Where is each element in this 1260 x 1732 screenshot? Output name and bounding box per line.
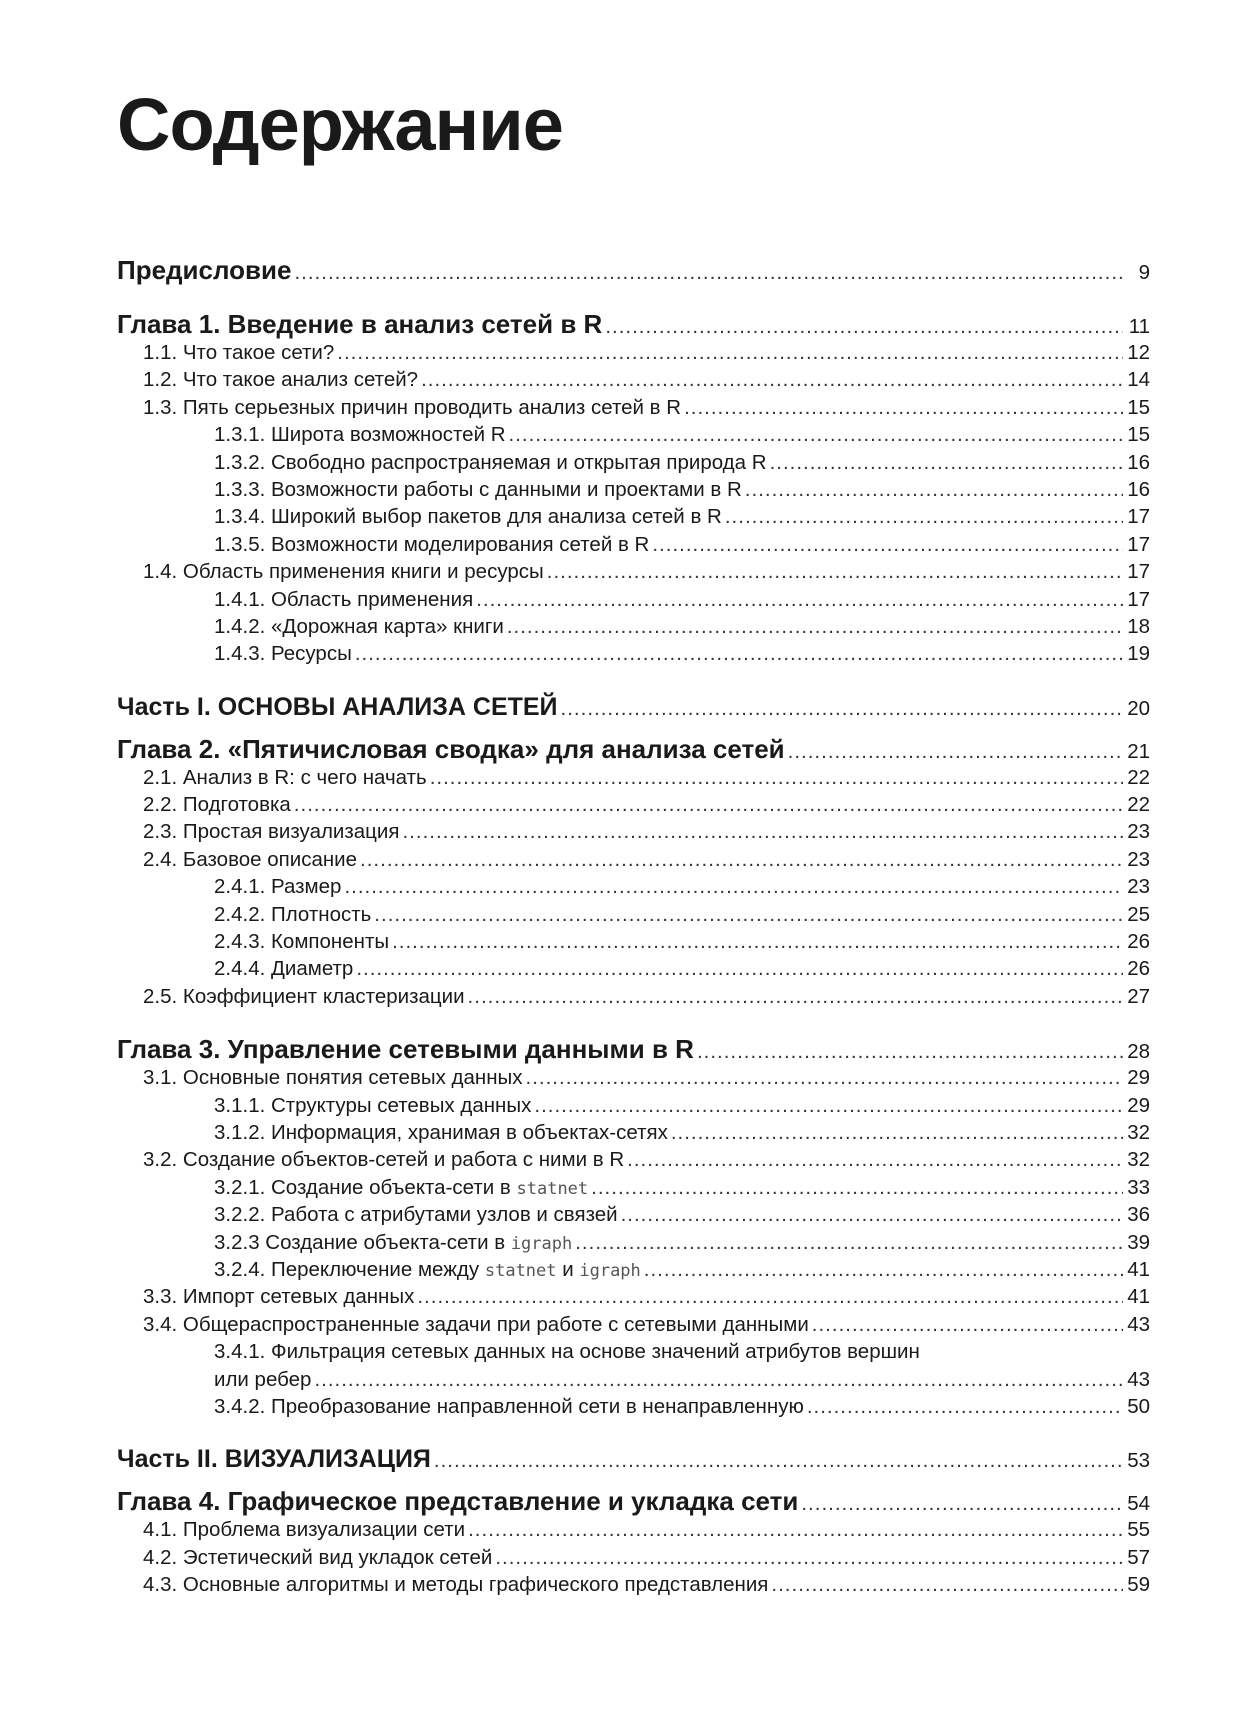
leader-dots [476, 586, 1123, 613]
toc-entry-title: Глава 3. Управление сетевыми данными в R [117, 1034, 694, 1065]
toc-page-number: 15 [1127, 395, 1150, 419]
toc-page-number: 11 [1128, 315, 1150, 338]
toc-entry-title: Глава 1. Введение в анализ сетей в R [117, 309, 603, 339]
leader-dots [770, 449, 1123, 476]
toc-entry-text: 3.2.3 Создание объекта-сети в [214, 1230, 511, 1254]
toc-entry-section[interactable] [117, 558, 1150, 585]
leader-dots [421, 366, 1123, 393]
toc-entry-title: 3.4.1. Фильтрация сетевых данных на основе значений атрибутов вершин [214, 1340, 920, 1364]
leader-dots [561, 694, 1123, 724]
toc-entry-section[interactable] [117, 1283, 1150, 1310]
toc-page-number: 33 [1127, 1175, 1150, 1199]
toc-entry-part[interactable] [117, 692, 1150, 722]
leader-dots [468, 1516, 1123, 1543]
toc-page-number: 23 [1127, 820, 1150, 844]
code-term: igraph [510, 1233, 573, 1254]
toc-entry-section[interactable] [117, 1064, 1150, 1091]
toc-page-number: 15 [1127, 423, 1150, 447]
leader-dots [360, 846, 1123, 873]
toc-entry-section[interactable] [117, 1146, 1150, 1173]
leader-dots [337, 339, 1123, 366]
toc-entry-title: 4.3. Основные алгоритмы и методы графического представления [143, 1573, 769, 1597]
leader-dots [434, 1446, 1123, 1476]
toc-page-number: 20 [1127, 696, 1150, 720]
leader-dots [807, 1393, 1123, 1420]
toc-entry-preface[interactable] [117, 255, 1150, 285]
code-term: statnet [484, 1260, 557, 1281]
toc-entry-title: Глава 2. «Пятичисловая сводка» для анализа сетей [117, 733, 785, 764]
toc-entry-subsection[interactable] [117, 1229, 1150, 1256]
leader-dots [684, 394, 1123, 421]
toc-page-number: 22 [1127, 793, 1150, 817]
leader-dots [644, 1256, 1123, 1283]
toc-entry-title: 1.3.5. Возможности моделирования сетей в R [214, 532, 650, 556]
toc-page-number: 18 [1127, 614, 1150, 638]
toc-page-number: 27 [1127, 984, 1150, 1008]
toc-page-number: 29 [1127, 1066, 1150, 1090]
toc-page-number: 41 [1127, 1257, 1150, 1281]
code-term: igraph [579, 1260, 641, 1281]
toc-entry-subsection[interactable] [117, 1256, 1150, 1283]
toc-page-number: 36 [1127, 1203, 1150, 1227]
toc-page-number: 57 [1127, 1545, 1150, 1569]
toc-entry-title: 3.2.2. Работа с атрибутами узлов и связей [214, 1203, 618, 1227]
toc-page-number: 17 [1127, 505, 1150, 529]
toc-entry-title: 4.1. Проблема визуализации сети [143, 1518, 466, 1542]
leader-dots [591, 1174, 1123, 1201]
toc-entry-title: 1.3.4. Широкий выбор пакетов для анализа сетей в R [214, 505, 722, 529]
toc-entry-title [214, 1256, 641, 1285]
toc-entry-section[interactable] [117, 1544, 1150, 1571]
leader-dots [294, 258, 1123, 288]
toc-entry-subsection[interactable] [117, 1119, 1150, 1146]
toc-page-number: 16 [1127, 450, 1150, 474]
toc-entry-title: Глава 4. Графическое представление и укладка сети [117, 1486, 799, 1517]
toc-entry-section[interactable] [117, 818, 1150, 845]
toc-entry-title: Часть II. ВИЗУАЛИЗАЦИЯ [117, 1445, 431, 1474]
toc-entry-title: Часть I. ОСНОВЫ АНАЛИЗА СЕТЕЙ [117, 692, 558, 721]
toc-page-number: 32 [1127, 1148, 1150, 1172]
toc-entry-title: 3.4. Общераспространенные задачи при работе с сетевыми данными [143, 1312, 809, 1336]
leader-dots [374, 901, 1123, 928]
toc-page-number: 17 [1127, 587, 1150, 611]
page-title: Содержание [117, 83, 563, 166]
toc-page-number: 28 [1127, 1040, 1150, 1064]
toc-entry-subsection[interactable] [117, 586, 1150, 613]
leader-dots [801, 1489, 1123, 1519]
leader-dots [812, 1311, 1123, 1338]
leader-dots [355, 640, 1123, 667]
toc-entry-title: 1.4. Область применения книги и ресурсы [143, 560, 544, 584]
leader-dots [627, 1146, 1123, 1173]
toc-entry-title: 1.4.2. «Дорожная карта» книги [214, 614, 504, 638]
leader-dots [697, 1037, 1123, 1067]
leader-dots [605, 312, 1123, 342]
toc-page-number: 12 [1127, 341, 1150, 364]
toc-entry-title: или ребер [214, 1367, 312, 1391]
toc-page-number: 53 [1127, 1449, 1150, 1473]
toc-entry-title [214, 1174, 588, 1203]
leader-dots [495, 1544, 1123, 1571]
toc-entry-chapter[interactable] [117, 1034, 1150, 1064]
toc-entry-title: 2.4.4. Диаметр [214, 957, 354, 981]
leader-dots [344, 873, 1123, 900]
leader-dots [534, 1092, 1123, 1119]
toc-entry-subsection[interactable] [117, 613, 1150, 640]
toc-page-number: 32 [1127, 1120, 1150, 1144]
toc-entry-title: 2.4.2. Плотность [214, 902, 372, 926]
toc-entry-title: 3.1.2. Информация, хранимая в объектах-сетях [214, 1120, 668, 1144]
toc-entry-section[interactable] [117, 764, 1150, 791]
toc-entry-subsection[interactable] [117, 1201, 1150, 1228]
toc-page-number: 26 [1127, 957, 1150, 981]
toc-entry-title: 2.2. Подготовка [143, 793, 291, 817]
toc-entry-title: 1.1. Что такое сети? [143, 341, 335, 364]
toc-page-number: 50 [1127, 1394, 1150, 1418]
toc-entry-chapter[interactable] [117, 309, 1150, 339]
toc-page-number: 17 [1127, 532, 1150, 556]
toc-entry-title: 3.2. Создание объектов-сетей и работа с ними в R [143, 1148, 625, 1172]
toc-entry-title: 3.1.1. Структуры сетевых данных [214, 1093, 532, 1117]
toc-entry-text: 3.2.4. Переключение между [214, 1257, 485, 1281]
toc-page-number: 22 [1127, 765, 1150, 789]
leader-dots [430, 764, 1123, 791]
leader-dots [526, 1064, 1123, 1091]
toc-entry-subsection[interactable] [117, 873, 1150, 900]
toc-page-number: 29 [1127, 1093, 1150, 1117]
toc-entry-title: Предисловие [117, 255, 292, 285]
toc-entry-text: и [556, 1257, 580, 1281]
toc-entry-title: 2.4.3. Компоненты [214, 930, 390, 954]
toc-entry-subsection[interactable] [117, 901, 1150, 928]
toc-page-number: 16 [1127, 477, 1150, 501]
toc-entry-subsection[interactable] [117, 928, 1150, 955]
toc-page-number: 54 [1127, 1492, 1150, 1516]
leader-dots [509, 421, 1123, 448]
table-of-contents [117, 255, 1150, 1598]
leader-dots [547, 558, 1123, 585]
toc-page-number: 26 [1127, 930, 1150, 954]
leader-dots [575, 1229, 1123, 1256]
toc-page-number: 17 [1127, 560, 1150, 584]
toc-entry-section[interactable] [117, 1311, 1150, 1338]
toc-entry-title: 4.2. Эстетический вид укладок сетей [143, 1545, 493, 1569]
toc-entry-subsection[interactable] [117, 955, 1150, 982]
leader-dots [725, 503, 1123, 530]
toc-entry-title: 2.4. Базовое описание [143, 847, 358, 871]
toc-entry-section[interactable] [117, 983, 1150, 1010]
code-term: statnet [516, 1178, 589, 1199]
toc-entry-section[interactable] [117, 366, 1150, 393]
leader-dots [621, 1201, 1123, 1228]
toc-page-number: 25 [1127, 902, 1150, 926]
toc-page-number: 43 [1127, 1312, 1150, 1336]
toc-entry-title [214, 1229, 572, 1258]
toc-page-number: 39 [1127, 1230, 1150, 1254]
toc-entry-subsection[interactable] [117, 476, 1150, 503]
toc-entry-subsection[interactable] [117, 1393, 1150, 1420]
toc-page-number: 21 [1127, 739, 1150, 763]
toc-entry-section[interactable] [117, 339, 1150, 366]
toc-entry-subsection[interactable] [117, 531, 1150, 558]
toc-page-number: 23 [1127, 847, 1150, 871]
toc-entry-chapter[interactable] [117, 734, 1150, 764]
toc-entry-subsection[interactable] [117, 640, 1150, 667]
toc-entry-section[interactable] [117, 1571, 1150, 1598]
toc-entry-subsection-continued[interactable] [117, 1366, 1150, 1393]
toc-entry-title: 3.3. Импорт сетевых данных [143, 1285, 415, 1309]
leader-dots [356, 955, 1123, 982]
toc-entry-title: 1.3.3. Возможности работы с данными и проектами в R [214, 477, 742, 501]
leader-dots [417, 1283, 1123, 1310]
toc-page-number: 14 [1127, 368, 1150, 392]
toc-entry-title: 1.3. Пять серьезных причин проводить анализ сетей в R [143, 395, 682, 419]
toc-entry-section[interactable] [117, 394, 1150, 421]
toc-entry-section[interactable] [117, 791, 1150, 818]
toc-entry-text: 3.2.1. Создание объекта-сети в [214, 1175, 517, 1199]
leader-dots [745, 476, 1123, 503]
toc-page-number: 43 [1127, 1367, 1150, 1391]
toc-entry-title: 3.4.2. Преобразование направленной сети в ненаправленную [214, 1394, 804, 1418]
leader-dots [392, 928, 1123, 955]
leader-dots [507, 613, 1123, 640]
toc-entry-subsection[interactable] [117, 1338, 1150, 1365]
toc-entry-section[interactable] [117, 1516, 1150, 1543]
toc-entry-chapter[interactable] [117, 1486, 1150, 1516]
toc-page-number: 41 [1127, 1285, 1150, 1309]
toc-entry-part[interactable] [117, 1444, 1150, 1474]
toc-entry-title: 2.1. Анализ в R: с чего начать [143, 765, 427, 789]
leader-dots [652, 531, 1123, 558]
toc-entry-title: 1.3.2. Свободно распространяемая и открытая природа R [214, 450, 767, 474]
leader-dots [468, 983, 1123, 1010]
leader-dots [671, 1119, 1123, 1146]
toc-entry-title: 2.3. Простая визуализация [143, 820, 400, 844]
toc-entry-subsection[interactable] [117, 449, 1150, 476]
toc-entry-title: 3.1. Основные понятия сетевых данных [143, 1066, 523, 1090]
toc-entry-title: 1.4.3. Ресурсы [214, 642, 352, 666]
toc-page-number: 19 [1127, 642, 1150, 666]
leader-dots [788, 737, 1123, 767]
toc-entry-title: 1.4.1. Область применения [214, 587, 474, 611]
toc-page-number: 55 [1127, 1518, 1150, 1542]
toc-entry-subsection[interactable] [117, 421, 1150, 448]
toc-entry-section[interactable] [117, 846, 1150, 873]
toc-entry-subsection[interactable] [117, 503, 1150, 530]
toc-entry-title: 2.4.1. Размер [214, 875, 342, 899]
toc-entry-subsection[interactable] [117, 1092, 1150, 1119]
leader-dots [402, 818, 1123, 845]
toc-entry-subsection[interactable] [117, 1174, 1150, 1201]
toc-page-number: 59 [1127, 1573, 1150, 1597]
leader-dots [294, 791, 1123, 818]
toc-entry-title: 1.2. Что такое анализ сетей? [143, 368, 419, 392]
leader-dots [314, 1366, 1123, 1393]
toc-page-number: 23 [1127, 875, 1150, 899]
leader-dots [771, 1571, 1123, 1598]
toc-entry-title: 2.5. Коэффициент кластеризации [143, 984, 465, 1008]
toc-entry-title: 1.3.1. Широта возможностей R [214, 423, 506, 447]
toc-page-number: 9 [1138, 261, 1150, 284]
